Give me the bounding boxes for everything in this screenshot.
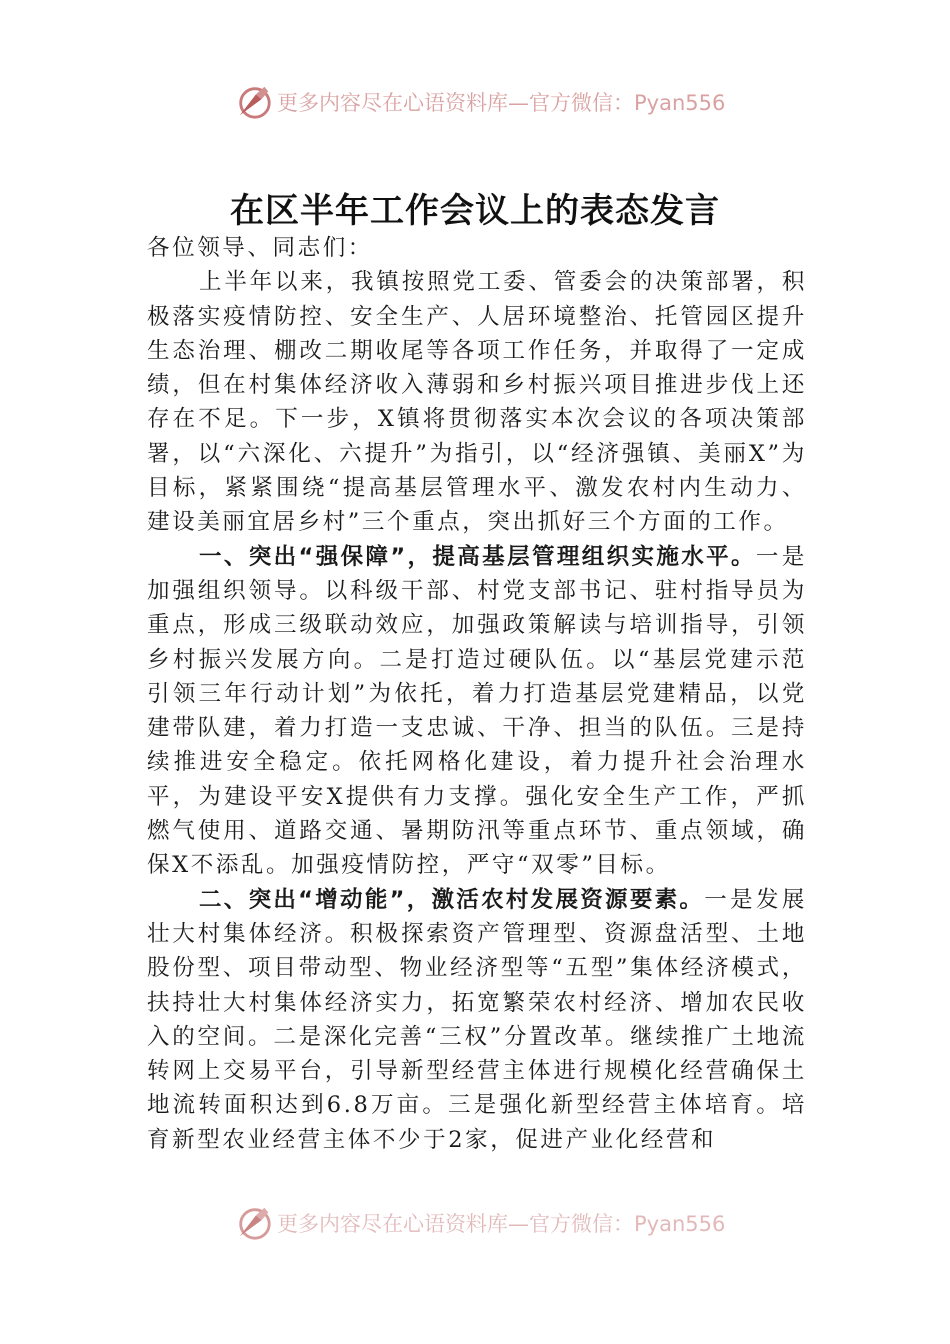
pen-nib-logo-icon bbox=[235, 83, 273, 121]
watermark-footer bbox=[235, 1203, 725, 1243]
salutation: 各位领导、同志们： bbox=[147, 235, 373, 261]
page-title: 在区半年工作会议上的表态发言 bbox=[230, 191, 720, 231]
section-1-heading: 一、突出“强保障”，提高基层管理组织实施水平。 bbox=[199, 543, 756, 570]
section-2-body: 一是发展壮大村集体经济。积极探索资产管理型、资源盘活型、土地股份型、项目带动型、物业经济型等“五型”集体经济模式，扶持壮大村集体经济实力，拓宽繁荣农村经济、增加农民收入的空间。二是深化完善“三权”分置改革。继续推广土地流转网上交易平台，引导新型经营主体进行规模化经营确保土地流转面积达到6.8万亩。三是强化新型经营主体培育。培育新型农业经营主体不少于2家，促进产业化经营和 bbox=[147, 886, 807, 1153]
section-2-paragraph bbox=[147, 883, 807, 1157]
watermark-text: 更多内容尽在心语资料库—官方微信：Pyan556 bbox=[277, 1212, 726, 1236]
section-1-body: 一是加强组织领导。以科级干部、村党支部书记、驻村指导员为重点，形成三级联动效应，加强政策解读与培训指导，引领乡村振兴发展方向。二是打造过硬队伍。以“基层党建示范引领三年行动计划”为依托，着力打造基层党建精品，以党建带队建，着力打造一支忠诚、干净、担当的队伍。三是持续推进安全稳定。依托网格化建设，着力提升社会治理水平，为建设平安X提供有力支撑。强化安全生产工作，严抓燃气使用、道路交通、暑期防汛等重点环节、重点领域，确保X不添乱。加强疫情防控，严守“双零”目标。 bbox=[147, 543, 807, 879]
document-body bbox=[147, 231, 807, 1199]
pen-nib-logo-icon bbox=[235, 1204, 273, 1242]
watermark-text: 更多内容尽在心语资料库—官方微信：Pyan556 bbox=[277, 91, 726, 115]
section-1-paragraph bbox=[147, 540, 807, 883]
section-2-heading: 二、突出“增动能”，激活农村发展资源要素。 bbox=[199, 886, 705, 913]
watermark-header bbox=[235, 82, 725, 122]
intro-paragraph: 上半年以来，我镇按照党工委、管委会的决策部署，积极落实疫情防控、安全生产、人居环境整治、托管园区提升生态治理、棚改二期收尾等各项工作任务，并取得了一定成绩，但在村集体经济收入薄弱和乡村振兴项目推进步伐上还存在不足。下一步，X镇将贯彻落实本次会议的各项决策部署，以“六深化、六提升”为指引，以“经济强镇、美丽X”为目标，紧紧围绕“提高基层管理水平、激发农村内生动力、建设美丽宜居乡村”三个重点，突出抓好三个方面的工作。 bbox=[147, 269, 807, 536]
